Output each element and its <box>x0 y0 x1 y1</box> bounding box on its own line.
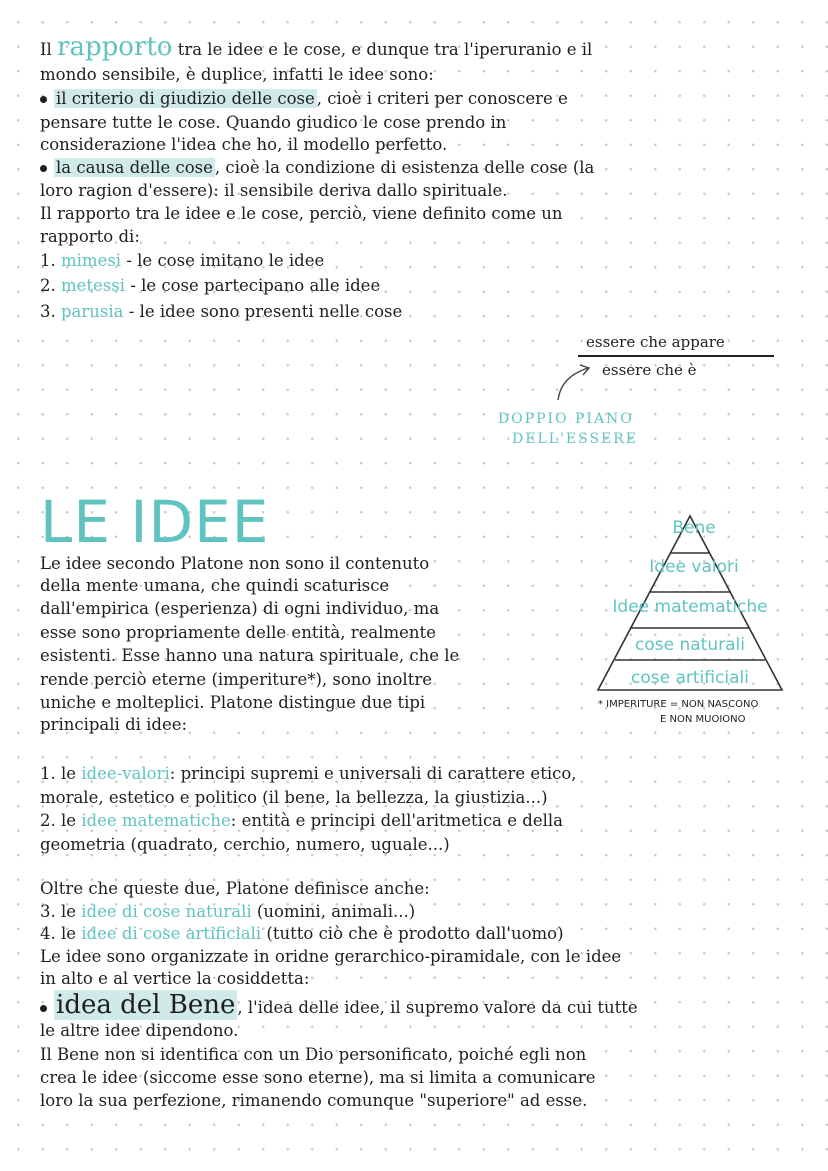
fraction-top: essere che appare <box>586 333 725 351</box>
pyramid-level-artificiali: cose artificiali <box>631 668 749 688</box>
keyword-rapporto: rapporto <box>57 32 173 62</box>
text: - le idee sono presenti nelle cose <box>123 302 403 321</box>
altre-line-7: le altre idee dipendono. <box>40 1021 239 1040</box>
section-title: LE IDEE <box>40 488 270 556</box>
text: , cioè i criteri per conoscere e <box>316 89 568 108</box>
doppio-piano-label-1: DOPPIO PIANO <box>498 411 634 427</box>
intro-line-6 <box>40 157 594 179</box>
tipo-2-line-2: geometria (quadrato, cerchio, numero, uguale...) <box>40 835 450 854</box>
arrow-icon <box>548 356 598 406</box>
text: , cioè la condizione di esistenza delle cose (la <box>214 158 595 177</box>
intro-line-8: Il rapporto tra le idee e le cose, perciò, viene definito come un <box>40 204 563 223</box>
intro-line-1 <box>40 32 593 62</box>
doppio-piano-label-2: DELL'ESSERE <box>512 431 639 447</box>
text: - le cose imitano le idee <box>121 251 325 270</box>
fraction-line <box>578 355 774 357</box>
tipo-1-line-2: morale, estetico e politico (il bene, la bellezza, la giustizia...) <box>40 788 548 807</box>
pyramid-level-bene: Bene <box>672 518 716 538</box>
body-line-2: della mente umana, che quindi scaturisce <box>40 576 390 595</box>
fraction-bottom: essere che è <box>602 361 697 379</box>
pyramid-level-naturali: cose naturali <box>635 635 745 655</box>
term-cose-naturali: idee di cose naturali <box>81 902 252 921</box>
altre-line-6 <box>40 990 638 1020</box>
text: 1. le <box>40 764 82 783</box>
body-line-1: Le idee secondo Platone non sono il contenuto <box>40 554 430 573</box>
body-line-3: dall'empirica (esperienza) di ogni individuo, ma <box>40 599 440 618</box>
highlight-idea-del-bene: idea del Bene <box>56 990 236 1020</box>
bullet-icon <box>40 165 47 172</box>
tipo-2-line-1 <box>40 810 563 832</box>
bullet-icon <box>40 96 47 103</box>
body-line-6: rende perciò eterne (imperiture*), sono inoltre <box>40 670 432 689</box>
text: 2. le <box>40 811 82 830</box>
altre-line-5: in alto e al vertice la cosiddetta: <box>40 969 310 988</box>
term-idee-valori: idee-valori <box>81 764 170 783</box>
text: - le cose partecipano alle idee <box>125 276 381 295</box>
text: (tutto ciò che è prodotto dall'uomo) <box>261 924 564 943</box>
text: 2. <box>40 276 61 295</box>
text: 1. <box>40 251 61 270</box>
imperiture-note-1: * IMPERITURE = NON NASCONO <box>598 699 759 710</box>
altre-line-8: Il Bene non si identifica con un Dio personificato, poiché egli non <box>40 1045 587 1064</box>
term-metessi: metessi <box>61 276 126 295</box>
intro-line-3 <box>40 88 568 110</box>
body-line-7: uniche e molteplici. Platone distingue due tipi <box>40 693 426 712</box>
text: 4. le <box>40 924 82 943</box>
text: : principi supremi e universali di carattere etico, <box>169 764 577 783</box>
term-idee-matematiche: idee matematiche <box>81 811 231 830</box>
body-line-8: principali di idee: <box>40 715 188 734</box>
rapporto-item-2 <box>40 275 380 297</box>
term-parusia: parusia <box>61 302 124 321</box>
altre-line-4: Le idee sono organizzate in oridne gerarchico-piramidale, con le idee <box>40 947 622 966</box>
text: (uomini, animali...) <box>251 902 416 921</box>
text: , l'idea delle idee, il supremo valore da cui tutte <box>237 998 638 1017</box>
text: 3. <box>40 302 61 321</box>
altre-line-2 <box>40 901 415 923</box>
tipo-1-line-1 <box>40 763 577 785</box>
text: Il <box>40 40 58 59</box>
intro-line-9: rapporto di: <box>40 227 140 246</box>
intro-line-7: loro ragion d'essere): il sensibile deriva dallo spirituale. <box>40 181 508 200</box>
intro-line-4: pensare tutte le cose. Quando giudico le cose prendo in <box>40 113 507 132</box>
pyramid-level-matematiche: Idee matematiche <box>612 597 768 617</box>
term-mimesi: mimesi <box>61 251 122 270</box>
altre-line-9: crea le idee (siccome esse sono eterne), ma si limita a comunicare <box>40 1068 596 1087</box>
imperiture-note-2: E NON MUOIONO <box>660 714 746 725</box>
text: : entità e principi dell'aritmetica e della <box>230 811 563 830</box>
rapporto-item-3 <box>40 301 402 323</box>
text: 3. le <box>40 902 82 921</box>
altre-line-1: Oltre che queste due, Platone definisce anche: <box>40 879 430 898</box>
intro-line-2: mondo sensibile, è duplice, infatti le idee sono: <box>40 65 434 84</box>
body-line-5: esistenti. Esse hanno una natura spirituale, che le <box>40 646 460 665</box>
term-cose-artificiali: idee di cose artificiali <box>81 924 262 943</box>
text: tra le idee e le cose, e dunque tra l'iperuranio e il <box>172 40 593 59</box>
pyramid-level-valori: Idee valori <box>649 557 739 577</box>
highlight-criterio: il criterio di giudizio delle cose <box>56 89 315 108</box>
highlight-causa: la causa delle cose <box>56 158 213 177</box>
altre-line-10: loro la sua perfezione, rimanendo comunque "superiore" ad esse. <box>40 1091 588 1110</box>
bullet-icon <box>40 1005 47 1012</box>
body-line-4: esse sono propriamente delle entità, realmente <box>40 623 436 642</box>
altre-line-3 <box>40 923 564 945</box>
rapporto-item-1 <box>40 250 324 272</box>
intro-line-5: considerazione l'idea che ho, il modello perfetto. <box>40 135 448 154</box>
